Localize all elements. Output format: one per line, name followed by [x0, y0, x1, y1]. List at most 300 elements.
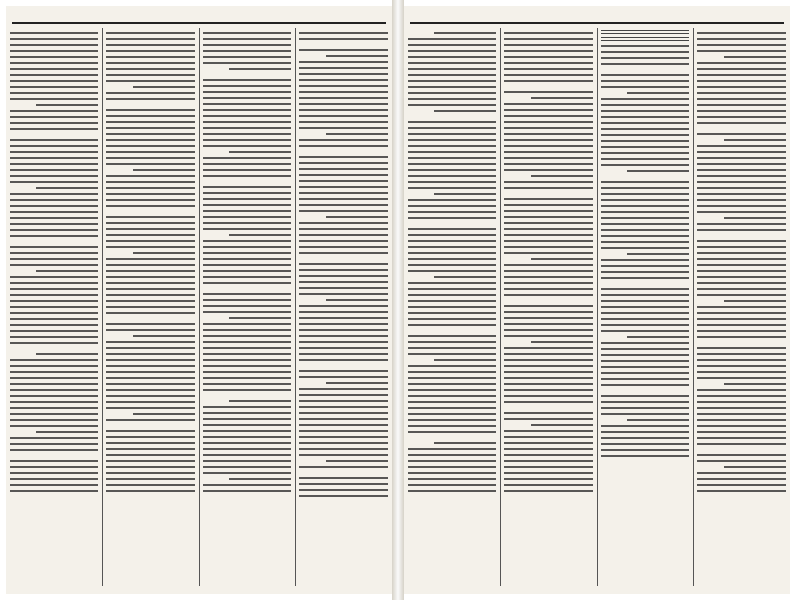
text-line	[504, 395, 593, 397]
text-line	[106, 448, 195, 450]
text-line	[504, 270, 593, 272]
text-line	[203, 270, 291, 272]
text-column	[408, 28, 496, 588]
text-line	[408, 282, 496, 284]
text-line	[434, 359, 496, 361]
text-line	[10, 98, 98, 100]
text-line	[10, 205, 98, 207]
text-line	[408, 169, 496, 171]
text-line	[408, 460, 496, 462]
text-line	[408, 240, 496, 242]
text-line	[299, 370, 388, 372]
text-line	[203, 169, 291, 171]
text-line	[106, 365, 195, 367]
text-line	[697, 478, 786, 480]
text-line	[299, 162, 388, 164]
text-line	[10, 401, 98, 403]
text-line	[408, 407, 496, 409]
text-line	[408, 163, 496, 165]
text-line	[408, 181, 496, 183]
text-line	[408, 270, 496, 272]
text-line	[408, 448, 496, 450]
text-line	[10, 193, 98, 195]
text-line	[203, 347, 291, 349]
text-line	[10, 449, 98, 451]
text-line	[106, 371, 195, 373]
text-line	[504, 127, 593, 129]
text-line	[203, 115, 291, 117]
text-line	[697, 86, 786, 88]
text-line	[504, 216, 593, 218]
text-line	[106, 181, 195, 183]
text-line	[299, 32, 388, 34]
text-line	[408, 157, 496, 159]
text-line	[697, 419, 786, 421]
text-line	[299, 293, 388, 295]
text-line	[601, 384, 689, 386]
text-line	[203, 157, 291, 159]
text-line	[601, 164, 689, 166]
text-line	[203, 121, 291, 123]
text-line	[434, 276, 496, 278]
text-line	[299, 311, 388, 313]
text-line	[504, 210, 593, 212]
text-line	[601, 241, 689, 243]
text-line	[697, 371, 786, 373]
text-line	[10, 437, 98, 439]
text-line	[299, 73, 388, 75]
text-line	[601, 288, 689, 290]
text-line	[203, 383, 291, 385]
text-line	[106, 490, 195, 492]
text-line	[504, 288, 593, 290]
text-line	[408, 205, 496, 207]
text-line	[504, 276, 593, 278]
text-line	[326, 460, 388, 462]
text-line	[10, 38, 98, 40]
text-line	[10, 389, 98, 391]
text-line	[299, 240, 388, 242]
text-line	[601, 235, 689, 237]
text-line	[697, 92, 786, 94]
text-line	[601, 51, 689, 53]
text-line	[106, 234, 195, 236]
text-line	[408, 228, 496, 230]
text-line	[601, 312, 689, 314]
text-line	[10, 145, 98, 147]
text-line	[106, 383, 195, 385]
text-line	[10, 128, 98, 130]
text-line	[697, 472, 786, 474]
text-line	[504, 264, 593, 266]
text-line	[601, 425, 689, 427]
text-line	[10, 163, 98, 165]
text-line	[504, 478, 593, 480]
text-line	[408, 211, 496, 213]
text-line	[203, 335, 291, 337]
text-line	[504, 401, 593, 403]
text-line	[10, 229, 98, 231]
text-line	[106, 341, 195, 343]
text-line	[601, 271, 689, 273]
text-line	[10, 478, 98, 480]
text-line	[697, 74, 786, 76]
text-line	[10, 110, 98, 112]
text-line	[724, 56, 786, 58]
text-line	[601, 57, 689, 59]
text-line	[408, 288, 496, 290]
text-line	[10, 80, 98, 82]
text-line	[697, 122, 786, 124]
text-line	[299, 317, 388, 319]
text-line	[10, 383, 98, 385]
text-line	[697, 151, 786, 153]
text-line	[203, 97, 291, 99]
text-line	[504, 389, 593, 391]
left-page	[6, 6, 392, 594]
text-line	[408, 258, 496, 260]
text-line	[299, 388, 388, 390]
text-line	[299, 180, 388, 182]
text-line	[299, 454, 388, 456]
text-line	[601, 306, 689, 308]
text-line	[408, 490, 496, 492]
text-line	[326, 216, 388, 218]
text-line	[299, 91, 388, 93]
text-line	[504, 377, 593, 379]
text-line	[299, 376, 388, 378]
text-line	[106, 288, 195, 290]
text-line	[299, 234, 388, 236]
text-line	[106, 478, 195, 480]
text-column	[106, 28, 195, 588]
text-line	[601, 158, 689, 160]
text-line	[504, 246, 593, 248]
text-line	[203, 460, 291, 462]
text-line	[408, 68, 496, 70]
column-rule	[693, 28, 694, 586]
text-line	[504, 305, 593, 307]
text-line	[299, 269, 388, 271]
text-line	[106, 151, 195, 153]
text-line	[601, 211, 689, 213]
text-line	[531, 258, 593, 260]
text-line	[504, 311, 593, 313]
text-line	[697, 484, 786, 486]
text-line	[408, 324, 496, 326]
text-line	[504, 103, 593, 105]
text-line	[504, 240, 593, 242]
text-line	[10, 157, 98, 159]
text-line	[106, 276, 195, 278]
binding-gutter	[392, 0, 404, 600]
text-line	[326, 382, 388, 384]
text-line	[504, 359, 593, 361]
text-line	[408, 383, 496, 385]
text-line	[504, 74, 593, 76]
text-line	[504, 294, 593, 296]
text-line	[601, 63, 689, 65]
text-line	[203, 448, 291, 450]
text-line	[106, 80, 195, 82]
text-line	[10, 86, 98, 88]
text-line	[504, 145, 593, 147]
text-line	[10, 490, 98, 492]
text-line	[504, 323, 593, 325]
text-line	[10, 116, 98, 118]
text-line	[531, 341, 593, 343]
text-line	[601, 265, 689, 267]
text-line	[106, 68, 195, 70]
text-line	[36, 187, 98, 189]
text-line	[299, 406, 388, 408]
text-line	[504, 38, 593, 40]
text-line	[627, 170, 689, 172]
text-line	[203, 454, 291, 456]
text-line	[601, 395, 689, 397]
text-line	[408, 341, 496, 343]
text-line	[10, 282, 98, 284]
text-line	[10, 359, 98, 361]
text-line	[203, 329, 291, 331]
text-line	[531, 175, 593, 177]
text-line	[299, 127, 388, 129]
text-line	[408, 217, 496, 219]
text-line	[106, 246, 195, 248]
text-line	[106, 258, 195, 260]
text-line	[133, 413, 195, 415]
text-line	[504, 282, 593, 284]
text-line	[299, 174, 388, 176]
text-line	[697, 437, 786, 439]
text-line	[504, 181, 593, 183]
text-line	[10, 44, 98, 46]
text-line	[504, 442, 593, 444]
text-line	[504, 335, 593, 337]
text-line	[10, 62, 98, 64]
text-line	[229, 68, 291, 70]
text-line	[697, 169, 786, 171]
text-line	[203, 442, 291, 444]
text-line	[106, 419, 195, 421]
text-line	[203, 424, 291, 426]
text-line	[504, 139, 593, 141]
text-line	[106, 62, 195, 64]
text-line	[36, 104, 98, 106]
text-line	[408, 294, 496, 296]
text-line	[106, 407, 195, 409]
text-line	[10, 56, 98, 58]
text-line	[504, 91, 593, 93]
text-line	[10, 294, 98, 296]
text-line	[697, 425, 786, 427]
text-line	[724, 383, 786, 385]
text-line	[601, 134, 689, 136]
text-column	[504, 28, 593, 588]
text-line	[504, 56, 593, 58]
text-line	[106, 199, 195, 201]
text-line	[106, 50, 195, 52]
text-line	[10, 217, 98, 219]
text-line	[106, 228, 195, 230]
text-line	[627, 253, 689, 255]
text-line	[203, 186, 291, 188]
text-line	[299, 436, 388, 438]
text-line	[106, 222, 195, 224]
text-line	[408, 377, 496, 379]
text-line	[10, 330, 98, 332]
text-line	[106, 127, 195, 129]
text-line	[299, 121, 388, 123]
text-line	[203, 282, 291, 284]
text-line	[627, 419, 689, 421]
text-line	[601, 181, 689, 183]
text-line	[697, 413, 786, 415]
text-line	[724, 217, 786, 219]
text-line	[697, 407, 786, 409]
text-line	[408, 62, 496, 64]
text-line	[299, 186, 388, 188]
text-line	[299, 222, 388, 224]
text-line	[601, 110, 689, 112]
text-line	[203, 436, 291, 438]
text-line	[299, 329, 388, 331]
text-line	[299, 139, 388, 141]
text-column	[697, 28, 786, 588]
text-line	[697, 276, 786, 278]
text-line	[697, 330, 786, 332]
text-line	[106, 353, 195, 355]
text-line	[504, 163, 593, 165]
text-line	[106, 98, 195, 100]
text-line	[203, 353, 291, 355]
text-line	[408, 50, 496, 52]
text-line	[326, 133, 388, 135]
text-line	[408, 312, 496, 314]
text-line	[106, 163, 195, 165]
text-line	[299, 198, 388, 200]
text-line	[203, 103, 291, 105]
text-line	[106, 377, 195, 379]
text-line	[697, 324, 786, 326]
text-line	[504, 228, 593, 230]
text-line	[504, 383, 593, 385]
text-line	[408, 246, 496, 248]
text-line	[697, 181, 786, 183]
text-line	[10, 199, 98, 201]
text-line	[504, 121, 593, 123]
text-line	[601, 45, 689, 47]
text-line	[106, 329, 195, 331]
text-line	[203, 109, 291, 111]
text-line	[203, 163, 291, 165]
text-line	[203, 472, 291, 474]
text-line	[299, 305, 388, 307]
text-line	[504, 44, 593, 46]
text-line	[10, 395, 98, 397]
text-line	[697, 395, 786, 397]
text-line	[10, 175, 98, 177]
text-line	[299, 400, 388, 402]
right-page-header	[410, 10, 784, 24]
text-line	[203, 323, 291, 325]
text-line	[203, 91, 291, 93]
text-line	[229, 151, 291, 153]
text-line	[299, 341, 388, 343]
text-line	[504, 234, 593, 236]
text-line	[697, 347, 786, 349]
text-line	[203, 192, 291, 194]
right-page	[404, 6, 790, 594]
text-line	[601, 455, 689, 457]
text-line	[10, 264, 98, 266]
text-line	[697, 187, 786, 189]
text-line	[627, 336, 689, 338]
text-line	[299, 281, 388, 283]
text-line	[697, 145, 786, 147]
text-line	[106, 460, 195, 462]
text-line	[203, 246, 291, 248]
text-line	[697, 223, 786, 225]
text-line	[106, 294, 195, 296]
text-line	[697, 389, 786, 391]
text-line	[203, 365, 291, 367]
text-line	[697, 246, 786, 248]
text-line	[299, 275, 388, 277]
text-line	[601, 342, 689, 344]
text-line	[299, 109, 388, 111]
text-line	[504, 347, 593, 349]
text-line	[299, 263, 388, 265]
text-line	[299, 448, 388, 450]
text-line	[106, 466, 195, 468]
text-line	[203, 139, 291, 141]
text-line	[601, 413, 689, 415]
text-line	[697, 229, 786, 231]
text-line	[10, 223, 98, 225]
text-line	[10, 425, 98, 427]
text-line	[106, 323, 195, 325]
text-line	[106, 389, 195, 391]
text-line	[299, 38, 388, 40]
text-line	[203, 389, 291, 391]
text-line	[504, 109, 593, 111]
section-subheading	[601, 37, 689, 41]
text-line	[10, 466, 98, 468]
text-line	[106, 264, 195, 266]
text-line	[10, 68, 98, 70]
text-line	[504, 62, 593, 64]
text-line	[697, 288, 786, 290]
text-line	[299, 192, 388, 194]
text-line	[408, 472, 496, 474]
text-line	[724, 466, 786, 468]
text-line	[697, 365, 786, 367]
text-line	[697, 163, 786, 165]
text-line	[10, 336, 98, 338]
text-line	[299, 483, 388, 485]
text-line	[697, 443, 786, 445]
text-line	[408, 365, 496, 367]
text-line	[724, 300, 786, 302]
text-line	[408, 56, 496, 58]
text-line	[408, 139, 496, 141]
text-line	[504, 329, 593, 331]
column-rule	[295, 28, 296, 586]
text-line	[106, 270, 195, 272]
text-line	[408, 401, 496, 403]
text-line	[106, 44, 195, 46]
